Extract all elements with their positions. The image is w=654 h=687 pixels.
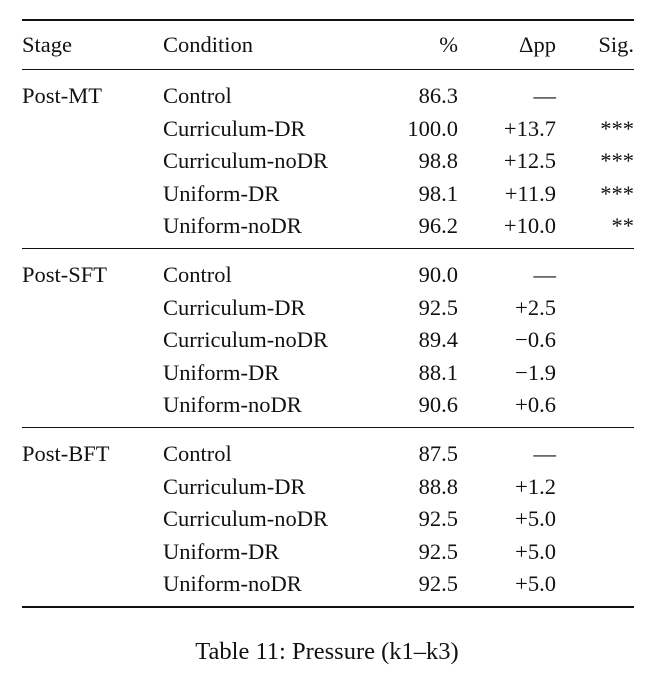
sig-cell — [556, 568, 634, 607]
stage-cell-empty — [22, 568, 163, 607]
delta-cell: +2.5 — [515, 294, 556, 320]
sig-cell — [556, 70, 634, 113]
stage-cell-empty — [22, 178, 163, 211]
table-row — [22, 568, 634, 607]
sig-cell — [556, 389, 634, 427]
percent-cell: 86.3 — [418, 83, 458, 108]
stage-cell: Post-MT — [22, 83, 103, 108]
condition-cell: Control — [163, 440, 232, 466]
table-row — [22, 292, 634, 325]
percent-cell: 89.4 — [418, 327, 458, 353]
sig-cell — [556, 324, 634, 357]
table-row — [22, 113, 634, 146]
delta-cell: — — [533, 440, 556, 466]
condition-cell: Curriculum-noDR — [163, 506, 328, 532]
condition-cell: Control — [163, 83, 232, 108]
table-row — [22, 389, 634, 427]
stage-cell-empty — [22, 145, 163, 178]
delta-cell: +1.2 — [515, 473, 556, 499]
condition-cell: Uniform-noDR — [163, 213, 302, 239]
condition-cell: Uniform-DR — [163, 180, 280, 206]
delta-cell: +5.0 — [515, 506, 556, 532]
header-row — [22, 20, 634, 70]
percent-cell: 92.5 — [418, 538, 458, 564]
sig-cell: *** — [600, 148, 634, 174]
table-row — [22, 248, 634, 291]
table-row — [22, 324, 634, 357]
group-post-bft — [22, 427, 634, 606]
condition-cell: Control — [163, 261, 232, 287]
delta-cell: +13.7 — [503, 115, 556, 141]
percent-cell: 88.1 — [418, 359, 458, 385]
table-row — [22, 145, 634, 178]
delta-cell: +10.0 — [503, 213, 556, 239]
stage-cell-empty — [22, 536, 163, 569]
sig-cell — [556, 248, 634, 291]
delta-cell: +11.9 — [504, 180, 556, 206]
percent-cell: 90.6 — [418, 392, 458, 418]
stage-cell-empty — [22, 389, 163, 427]
sig-cell — [556, 427, 634, 470]
table-row — [22, 70, 634, 113]
condition-cell: Uniform-DR — [163, 359, 280, 385]
table-row — [22, 471, 634, 504]
sig-cell: *** — [600, 180, 634, 206]
condition-cell: Uniform-noDR — [163, 392, 302, 418]
table-row — [22, 427, 634, 470]
table-header — [22, 20, 634, 70]
sig-cell: *** — [600, 115, 634, 141]
stage-cell-empty — [22, 324, 163, 357]
sig-cell: ** — [611, 213, 634, 239]
table-row — [22, 178, 634, 211]
table-row — [22, 210, 634, 248]
percent-cell: 88.8 — [418, 473, 458, 499]
delta-cell: −1.9 — [515, 359, 556, 385]
sig-cell — [556, 292, 634, 325]
percent-cell: 98.8 — [418, 148, 458, 174]
condition-cell: Curriculum-DR — [163, 473, 306, 499]
percent-cell: 100.0 — [407, 115, 458, 141]
delta-cell: +12.5 — [503, 148, 556, 174]
sig-cell — [556, 536, 634, 569]
stage-cell-empty — [22, 292, 163, 325]
results-table-container — [22, 19, 634, 608]
sig-cell — [556, 471, 634, 504]
group-post-sft — [22, 248, 634, 427]
percent-cell: 92.5 — [418, 571, 458, 597]
delta-cell: — — [533, 83, 556, 108]
condition-cell: Curriculum-DR — [163, 294, 306, 320]
delta-cell: −0.6 — [515, 327, 556, 353]
header-condition: Condition — [163, 31, 254, 57]
sig-cell — [556, 503, 634, 536]
stage-cell-empty — [22, 113, 163, 146]
table-caption: Table 11: Pressure (k1–k3) — [195, 638, 459, 665]
condition-cell: Curriculum-DR — [163, 115, 306, 141]
table-row — [22, 536, 634, 569]
delta-cell: +0.6 — [515, 392, 556, 418]
stage-cell: Post-SFT — [22, 261, 108, 287]
percent-cell: 90.0 — [418, 261, 458, 287]
percent-cell: 87.5 — [418, 440, 458, 466]
header-delta-pp: Δpp — [519, 31, 556, 57]
header-significance: Sig. — [598, 31, 634, 57]
stage-cell: Post-BFT — [22, 440, 110, 466]
results-table — [22, 19, 634, 608]
sig-cell — [556, 357, 634, 390]
percent-cell: 92.5 — [418, 506, 458, 532]
stage-cell-empty — [22, 210, 163, 248]
condition-cell: Uniform-noDR — [163, 571, 302, 597]
condition-cell: Curriculum-noDR — [163, 327, 328, 353]
delta-cell: +5.0 — [515, 538, 556, 564]
condition-cell: Curriculum-noDR — [163, 148, 328, 174]
table-row — [22, 357, 634, 390]
delta-cell: +5.0 — [515, 571, 556, 597]
group-post-mt — [22, 70, 634, 249]
header-percent: % — [439, 31, 458, 57]
stage-cell-empty — [22, 357, 163, 390]
condition-cell: Uniform-DR — [163, 538, 280, 564]
table-row — [22, 503, 634, 536]
percent-cell: 92.5 — [418, 294, 458, 320]
percent-cell: 96.2 — [418, 213, 458, 239]
stage-cell-empty — [22, 471, 163, 504]
delta-cell: — — [533, 261, 556, 287]
header-stage: Stage — [22, 31, 72, 57]
stage-cell-empty — [22, 503, 163, 536]
percent-cell: 98.1 — [418, 180, 458, 206]
